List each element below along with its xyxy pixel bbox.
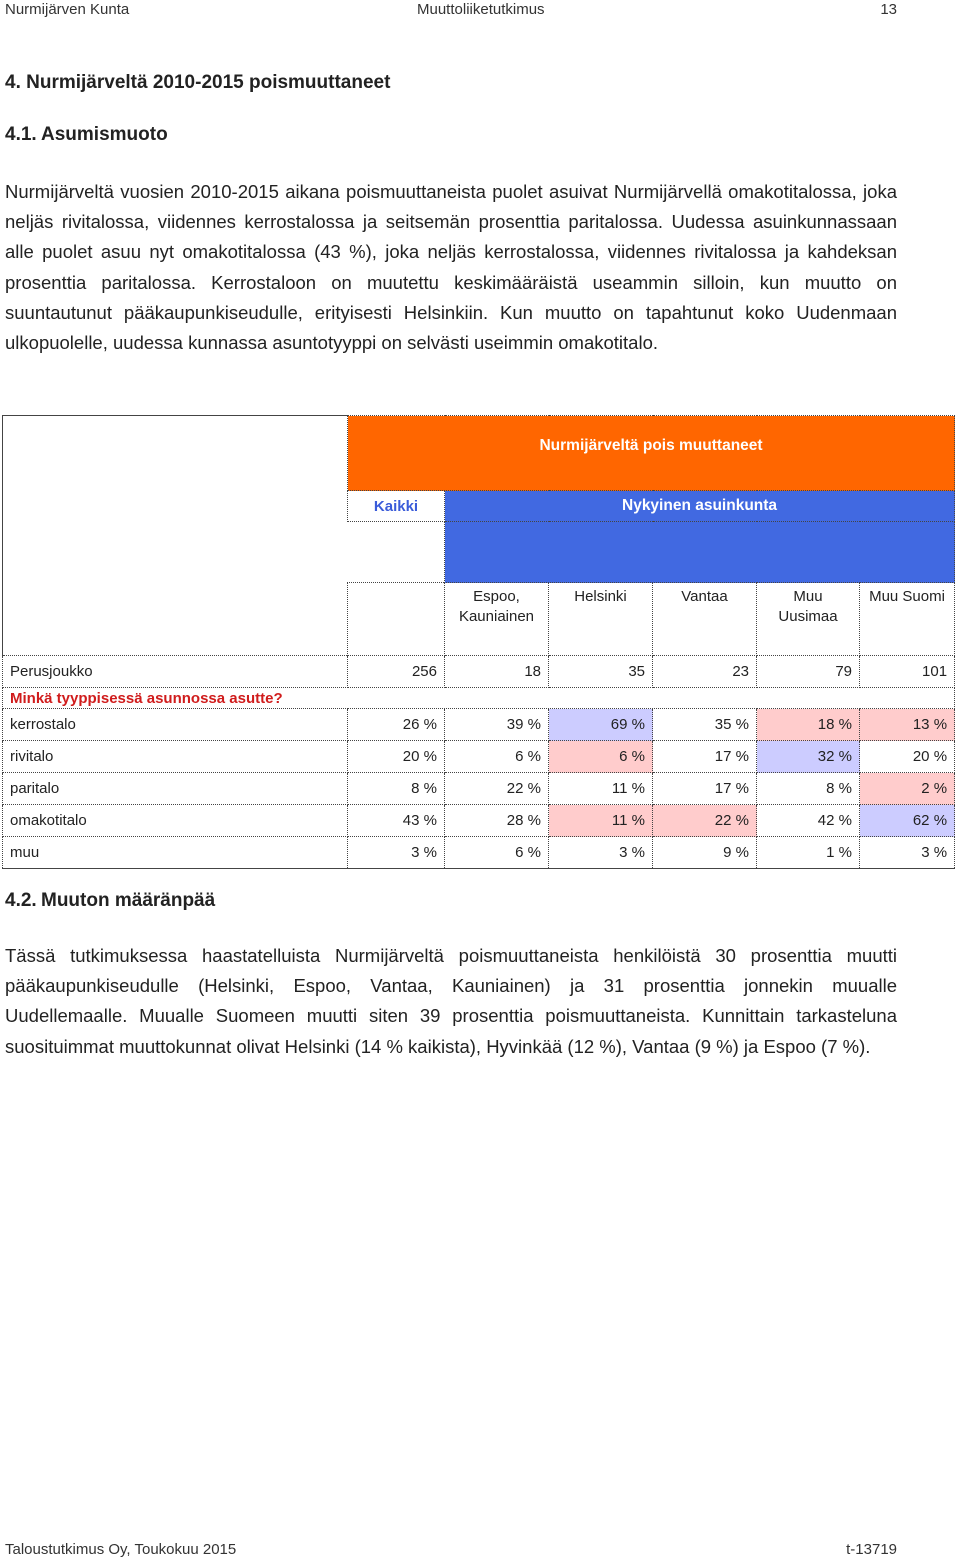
cell: 3 % bbox=[860, 837, 955, 869]
subsection-number: 4.1. bbox=[5, 124, 37, 145]
cell: 3 % bbox=[348, 837, 445, 869]
cell: 6 % bbox=[445, 837, 549, 869]
subsection-heading-asumismuoto bbox=[5, 124, 168, 146]
cell: 11 % bbox=[549, 805, 653, 837]
table-row-kerrostalo bbox=[3, 709, 955, 741]
cell: 35 % bbox=[653, 709, 757, 741]
paragraph-maaranpaa: Tässä tutkimuksessa haastatelluista Nurmijärveltä poismuuttaneista henkilöistä 30 prosenttia muutti pääkaupunkiseudulle (Helsinki, Espoo, Vantaa, Kauniainen) ja 31 prosenttia jonnekin muualle Uudellemaalle. Muualle Suomeen muutti siten 39 prosenttia poismuuttaneista. Kunnittain tarkasteluna suosituimmat muuttokunnat olivat Helsinki (14 % kaikista), Hyvinkää (12 %), Vantaa (9 %) ja Espoo (7 %). bbox=[5, 945, 897, 1057]
table-corner bbox=[3, 416, 348, 583]
paragraph-asumismuoto: Nurmijärveltä vuosien 2010-2015 aikana poismuuttaneista puolet asuivat Nurmijärvellä omakotitalossa, joka neljäs rivitalossa, viidennes kerrostalossa ja seitsemän prosenttia paritalossa. Uudessa asuinkunnassaan alle puolet asuu nyt omakotitalossa (43 %), joka neljäs kerrostalossa, viidennes rivitalossa ja kahdeksan prosenttia paritalossa. Kerrostaloon on muutettu keskimääräistä useammin silloin, kun muutto on suuntautunut pääkaupunkiseudulle, erityisesti Helsinkiin. Kun muutto on tapahtunut koko Uudenmaan ulkopuolelle, uudessa kunnassa asuntotyyppi on selvästi useimmin omakotitalo. bbox=[5, 181, 897, 354]
housing-type-table bbox=[2, 415, 955, 869]
cell: 2 % bbox=[860, 773, 955, 805]
subsection-title: Asumismuoto bbox=[41, 124, 168, 145]
cell: 22 % bbox=[653, 805, 757, 837]
cell: 6 % bbox=[445, 741, 549, 773]
cell: 3 % bbox=[549, 837, 653, 869]
table-row-base bbox=[3, 656, 955, 688]
cell: 17 % bbox=[653, 741, 757, 773]
footer-left: Taloustutkimus Oy, Toukokuu 2015 bbox=[5, 1541, 237, 1558]
col-header-vantaa: Vantaa bbox=[653, 583, 757, 656]
cell: 23 bbox=[653, 656, 757, 688]
cell: 20 % bbox=[860, 741, 955, 773]
cell: 18 % bbox=[757, 709, 860, 741]
cell: 8 % bbox=[348, 773, 445, 805]
page-header bbox=[5, 0, 897, 22]
cell: 9 % bbox=[653, 837, 757, 869]
question-row: Minkä tyyppisessä asunnossa asutte? bbox=[3, 688, 955, 709]
footer-right: t-13719 bbox=[846, 1541, 897, 1558]
cell: 13 % bbox=[860, 709, 955, 741]
section-heading: 4. Nurmijärveltä 2010-2015 poismuuttaneet bbox=[5, 72, 391, 93]
cell: 6 % bbox=[549, 741, 653, 773]
cell: 79 bbox=[757, 656, 860, 688]
col-group-nykyinen: Nykyinen asuinkunta bbox=[445, 491, 955, 522]
cell: 35 bbox=[549, 656, 653, 688]
row-label: Perusjoukko bbox=[3, 656, 348, 688]
cell: 17 % bbox=[653, 773, 757, 805]
cell: 26 % bbox=[348, 709, 445, 741]
cell: 20 % bbox=[348, 741, 445, 773]
cell: 11 % bbox=[549, 773, 653, 805]
table-row-paritalo bbox=[3, 773, 955, 805]
col-header-muu-suomi: Muu Suomi bbox=[860, 583, 955, 656]
col-header-helsinki: Helsinki bbox=[549, 583, 653, 656]
header-center: Muuttoliiketutkimus bbox=[417, 1, 545, 18]
col-header-label-blank bbox=[3, 583, 348, 656]
table-banner: Nurmijärveltä pois muuttaneet bbox=[348, 416, 955, 491]
cell: 62 % bbox=[860, 805, 955, 837]
col-header-muu-uusimaa: Muu Uusimaa bbox=[757, 583, 860, 656]
subsection-heading-maaranpaa bbox=[5, 890, 215, 912]
row-label: rivitalo bbox=[3, 741, 348, 773]
cell: 69 % bbox=[549, 709, 653, 741]
row-label: kerrostalo bbox=[3, 709, 348, 741]
cell: 22 % bbox=[445, 773, 549, 805]
row-label: muu bbox=[3, 837, 348, 869]
table-row-muu bbox=[3, 837, 955, 869]
cell: 256 bbox=[348, 656, 445, 688]
kaikki-spacer bbox=[348, 522, 445, 583]
table-row-rivitalo bbox=[3, 741, 955, 773]
row-label: paritalo bbox=[3, 773, 348, 805]
col-group-kaikki: Kaikki bbox=[348, 491, 445, 522]
subsection-number: 4.2. bbox=[5, 890, 37, 911]
header-left: Nurmijärven Kunta bbox=[5, 1, 130, 18]
cell: 43 % bbox=[348, 805, 445, 837]
col-header-espoo: Espoo, Kauniainen bbox=[445, 583, 549, 656]
cell: 8 % bbox=[757, 773, 860, 805]
cell: 1 % bbox=[757, 837, 860, 869]
cell: 32 % bbox=[757, 741, 860, 773]
table-row-omakotitalo bbox=[3, 805, 955, 837]
cell: 39 % bbox=[445, 709, 549, 741]
blue-band bbox=[445, 522, 955, 583]
cell: 101 bbox=[860, 656, 955, 688]
page-number: 13 bbox=[880, 1, 897, 18]
subsection-title: Muuton määränpää bbox=[41, 890, 216, 911]
col-header-kaikki-blank bbox=[348, 583, 445, 656]
row-label: omakotitalo bbox=[3, 805, 348, 837]
cell: 42 % bbox=[757, 805, 860, 837]
cell: 18 bbox=[445, 656, 549, 688]
cell: 28 % bbox=[445, 805, 549, 837]
